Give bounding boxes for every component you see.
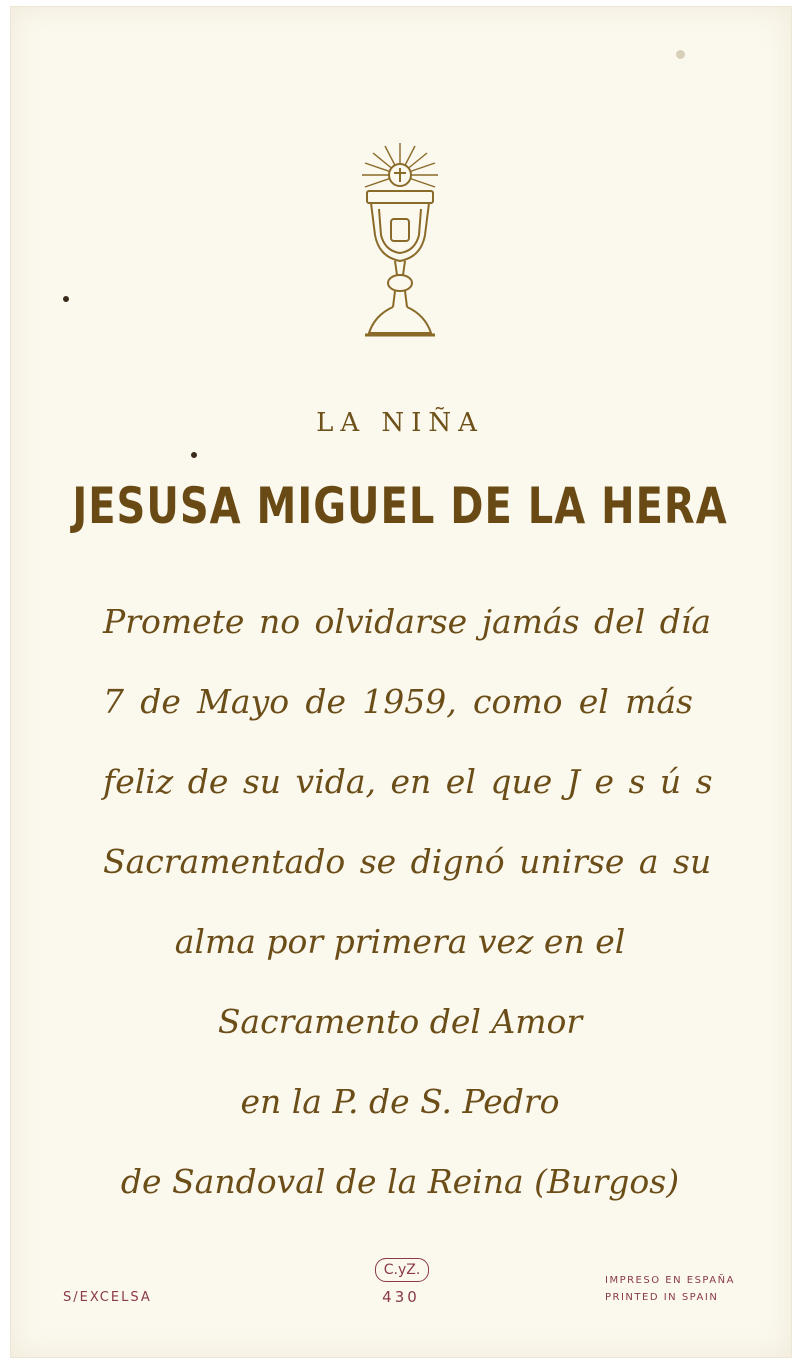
- child-name: JESUSA MIGUEL DE LA HERA: [72, 478, 728, 536]
- printed-en: PRINTED IN SPAIN: [605, 1292, 719, 1303]
- printed-in-note: [605, 1272, 735, 1306]
- body-line: Sacramentado se dignó unirse a su: [103, 842, 712, 881]
- printed-es: IMPRESO EN ESPAÑA: [605, 1275, 735, 1286]
- body-line: Promete no olvidarse jamás del día: [103, 602, 712, 641]
- paper-speck: [63, 296, 69, 302]
- body-line: alma por primera vez en el: [174, 922, 626, 961]
- body-line: en la P. de S. Pedro: [240, 1082, 560, 1121]
- body-line: 7 de Mayo de 1959, como el más: [103, 682, 693, 721]
- body-line: feliz de su vida, en el que J e s ú s: [103, 762, 713, 801]
- paper-speck: [676, 50, 685, 59]
- publisher-label: S/EXCELSA: [63, 1290, 152, 1305]
- body-line: de Sandoval de la Reina (Burgos): [120, 1162, 680, 1201]
- body-line: Sacramento del Amor: [217, 1002, 583, 1041]
- printer-mark: C.yZ.: [375, 1258, 429, 1282]
- catalog-number: 430: [382, 1288, 420, 1306]
- chalice-icon: [345, 135, 455, 345]
- paper-speck: [191, 452, 197, 458]
- card-intro: LA NIÑA: [316, 408, 484, 438]
